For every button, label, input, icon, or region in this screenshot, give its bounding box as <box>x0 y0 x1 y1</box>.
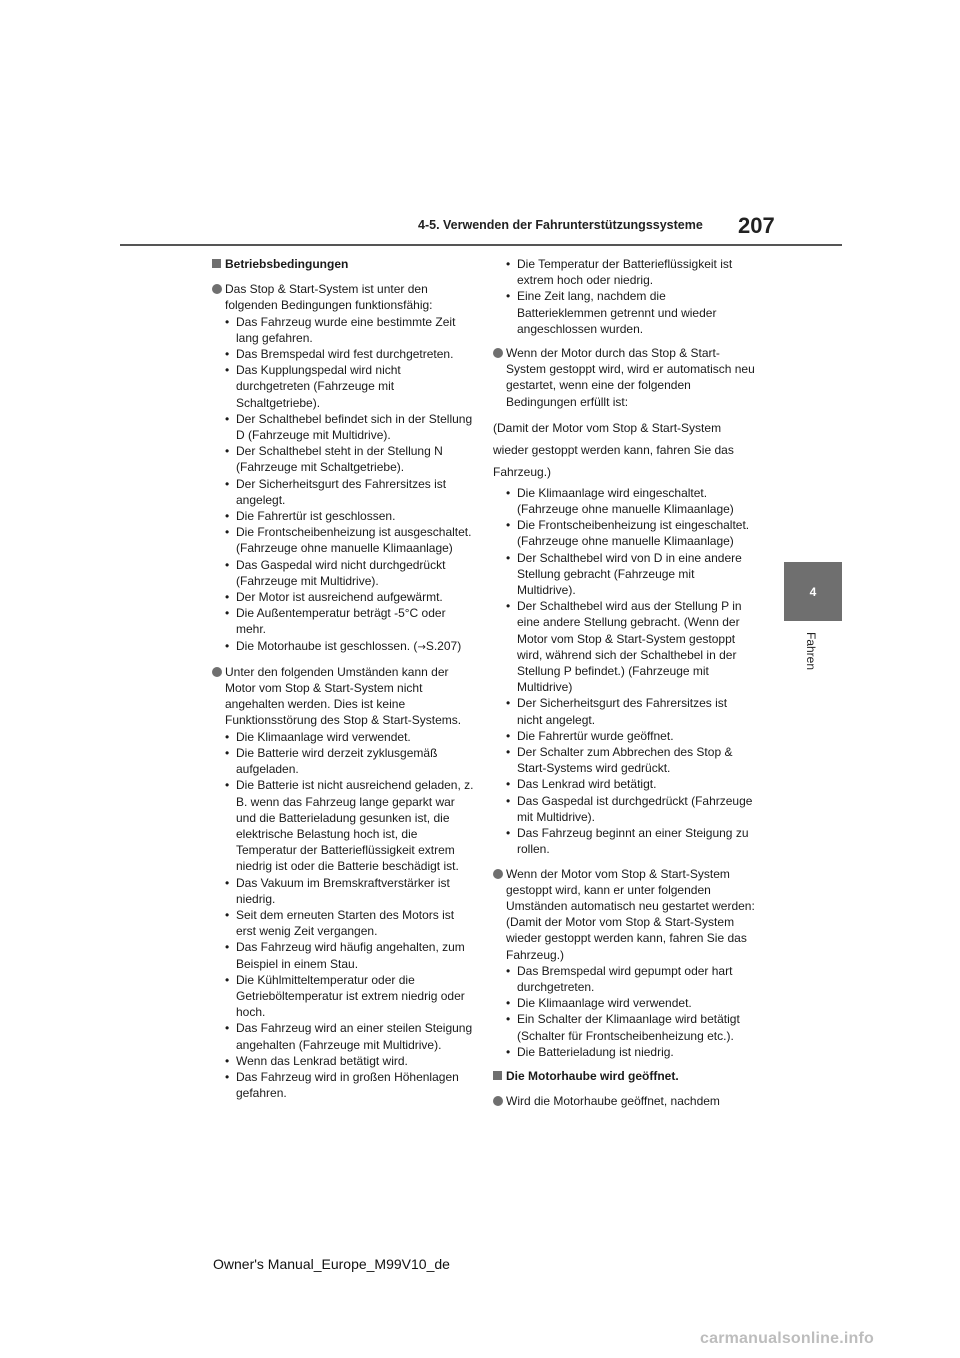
list-item: • Seit dem erneuten Starten des Motors ist erst wenig Zeit vergangen. <box>225 907 455 939</box>
bullet-paragraph <box>493 1093 755 1109</box>
paragraph-text: Wird die Motorhaube geöffnet, nachdem <box>506 1094 720 1109</box>
square-bullet-icon <box>212 259 221 268</box>
plain-text: (Damit der Motor vom Stop & Start-System <box>493 420 722 435</box>
circle-bullet-icon <box>493 348 503 358</box>
circle-bullet-icon <box>212 284 222 294</box>
square-bullet-icon <box>493 1071 502 1080</box>
list-item: • Die Fahrertür wurde geöffnet. <box>506 728 674 743</box>
page-number: 207 <box>738 213 775 238</box>
heading-text: Betriebsbedingungen <box>225 257 349 271</box>
plain-text: Fahrzeug.) <box>493 464 552 479</box>
footer-text: Owner's Manual_Europe_M99V10_de <box>213 1256 450 1272</box>
list-item: • Der Schalthebel steht in der Stellung N (Fahrzeuge mit Schaltgetriebe). <box>225 444 443 475</box>
list-item: • Das Fahrzeug wird häufig angehalten, zum Beispiel in einem Stau. <box>225 940 465 971</box>
section-heading <box>493 1068 755 1084</box>
list-item: • Das Gaspedal ist durchgedrückt (Fahrzeuge mit Multidrive). <box>506 793 753 824</box>
paragraph-text: Das Stop & Start-System ist unter den folgenden Bedingungen funktionsfähig: <box>225 282 433 313</box>
list-item: • Der Motor ist ausreichend aufgewärmt. <box>225 590 443 605</box>
bullet-paragraph <box>212 281 474 313</box>
list-item: • Das Kupplungspedal wird nicht durchgetreten (Fahrzeuge mit Schaltgetriebe). <box>225 363 401 410</box>
list-item: • Das Fahrzeug wird an einer steilen Steigung angehalten (Fahrzeuge mit Multidrive). <box>225 1021 473 1052</box>
list-item: • Das Vakuum im Bremskraftverstärker ist niedrig. <box>225 875 450 906</box>
list-item: • Der Sicherheitsgurt des Fahrersitzes ist angelegt. <box>225 476 447 507</box>
list-item: • Die Außentemperatur beträgt -5°C oder mehr. <box>225 606 446 637</box>
header-divider <box>120 244 842 246</box>
list-item: • Die Klimaanlage wird eingeschaltet. (Fahrzeuge ohne manuelle Klimaanlage) <box>506 485 734 517</box>
list-item: • Das Fahrzeug wurde eine bestimmte Zeit lang gefahren. <box>225 314 456 345</box>
chapter-tab <box>784 562 842 621</box>
circle-bullet-icon <box>212 667 222 677</box>
right-column <box>493 256 755 1109</box>
condition-list <box>506 963 755 1060</box>
list-item: • Die Kühlmitteltemperatur oder die Getrieböltemperatur ist extrem niedrig oder hoch. <box>225 972 465 1020</box>
list-item: • Der Schalter zum Abbrechen des Stop & Start-Systems wird gedrückt. <box>506 745 733 776</box>
bullet-paragraph <box>212 664 474 729</box>
chapter-number: 4 <box>809 584 817 599</box>
list-item: • Das Bremspedal wird fest durchgetreten. <box>225 347 454 362</box>
plain-text: wieder gestoppt werden kann, fahren Sie das <box>493 442 734 457</box>
section-title: 4-5. Verwenden der Fahrunterstützungssysteme <box>418 218 703 232</box>
list-item: • Eine Zeit lang, nachdem die Batterieklemmen getrennt und wieder angeschlossen wurden. <box>506 289 717 336</box>
condition-list <box>225 314 474 656</box>
list-item: • Die Temperatur der Batterieflüssigkeit ist extrem hoch oder niedrig. <box>506 257 733 288</box>
list-item: • Ein Schalter der Klimaanlage wird betätigt (Schalter für Frontscheibenheizung etc.). <box>506 1012 740 1043</box>
list-item: • Die Frontscheibenheizung ist ausgeschaltet. (Fahrzeuge ohne manuelle Klimaanlage) <box>225 525 472 556</box>
bullet-paragraph <box>493 345 755 410</box>
arrow-right-icon: → <box>417 641 426 653</box>
list-item: • Der Schalthebel wird von D in eine andere Stellung gebracht (Fahrzeuge mit Multidrive). <box>506 550 742 598</box>
list-item: • Die Motorhaube ist geschlossen. (→S.207) <box>225 638 462 653</box>
paragraph-text: Wenn der Motor vom Stop & Start-System gestoppt wird, kann er unter folgenden Umständen automatisch neu gestartet werden: (Damit der Motor vom Stop & Start-System wieder gestoppt werden kann, fahren Sie das Fahrzeug.) <box>506 866 755 962</box>
list-item: • Der Schalthebel wird aus der Stellung P in eine andere Stellung gebracht. (Wenn der Motor vom Stop & Start-System gestoppt wird, während sich der Schalthebel in der Stellung P befindet.) (Fahrzeuge mit Multidrive) <box>506 599 742 695</box>
list-item: • Das Fahrzeug beginnt an einer Steigung zu rollen. <box>506 826 749 857</box>
left-column <box>212 256 474 1109</box>
circle-bullet-icon <box>493 869 503 879</box>
list-item: • Der Sicherheitsgurt des Fahrersitzes ist nicht angelegt. <box>506 696 728 727</box>
list-item: • Das Fahrzeug wird in großen Höhenlagen gefahren. <box>225 1069 459 1101</box>
bullet-paragraph <box>493 866 755 963</box>
list-item: • Die Batterieladung ist niedrig. <box>506 1044 674 1059</box>
section-heading <box>212 256 474 272</box>
watermark[interactable]: carmanualsonline.info <box>700 1330 875 1347</box>
list-item: • Die Klimaanlage wird verwendet. <box>506 996 692 1011</box>
heading-text: Die Motorhaube wird geöffnet. <box>506 1068 679 1083</box>
condition-list <box>506 485 755 858</box>
paragraph-text: Unter den folgenden Umständen kann der Motor vom Stop & Start-System nicht angehalten werden. Dies ist keine Funktionsstörung des Stop & Start-Systems. <box>225 664 462 728</box>
list-item: • Die Batterie ist nicht ausreichend geladen, z. B. wenn das Fahrzeug lange geparkt war und die Batterieladung gesunken ist, die elektrische Belastung hoch ist, die Temperatur der Batterieflüssigkeit extrem niedrig ist oder die Batterie beschädigt ist. <box>225 778 474 874</box>
list-item: • Die Fahrertür ist geschlossen. <box>225 509 396 524</box>
list-item: • Der Schalthebel befindet sich in der Stellung D (Fahrzeuge mit Multidrive). <box>225 411 473 443</box>
page-reference[interactable]: S.207) <box>425 638 462 653</box>
list-item: • Die Klimaanlage wird verwendet. <box>225 729 411 744</box>
chapter-label: Fahren <box>804 632 818 671</box>
list-item: • Das Gaspedal wird nicht durchgedrückt (Fahrzeuge mit Multidrive). <box>225 557 446 588</box>
list-item: • Das Bremspedal wird gepumpt oder hart durchgetreten. <box>506 963 733 994</box>
list-item: • Die Batterie wird derzeit zyklusgemäß aufgeladen. <box>225 745 438 777</box>
list-item: • Das Lenkrad wird betätigt. <box>506 777 657 792</box>
condition-list <box>506 256 755 337</box>
paragraph-text: Wenn der Motor durch das Stop & Start-System gestoppt wird, wird er automatisch neu gestartet, wenn eine der folgenden Bedingungen erfüllt ist: <box>506 346 755 409</box>
condition-list <box>225 729 474 1102</box>
list-item: • Die Frontscheibenheizung ist eingeschaltet. (Fahrzeuge ohne manuelle Klimaanlage) <box>506 518 750 549</box>
circle-bullet-icon <box>493 1096 503 1106</box>
list-item: • Wenn das Lenkrad betätigt wird. <box>225 1053 408 1068</box>
